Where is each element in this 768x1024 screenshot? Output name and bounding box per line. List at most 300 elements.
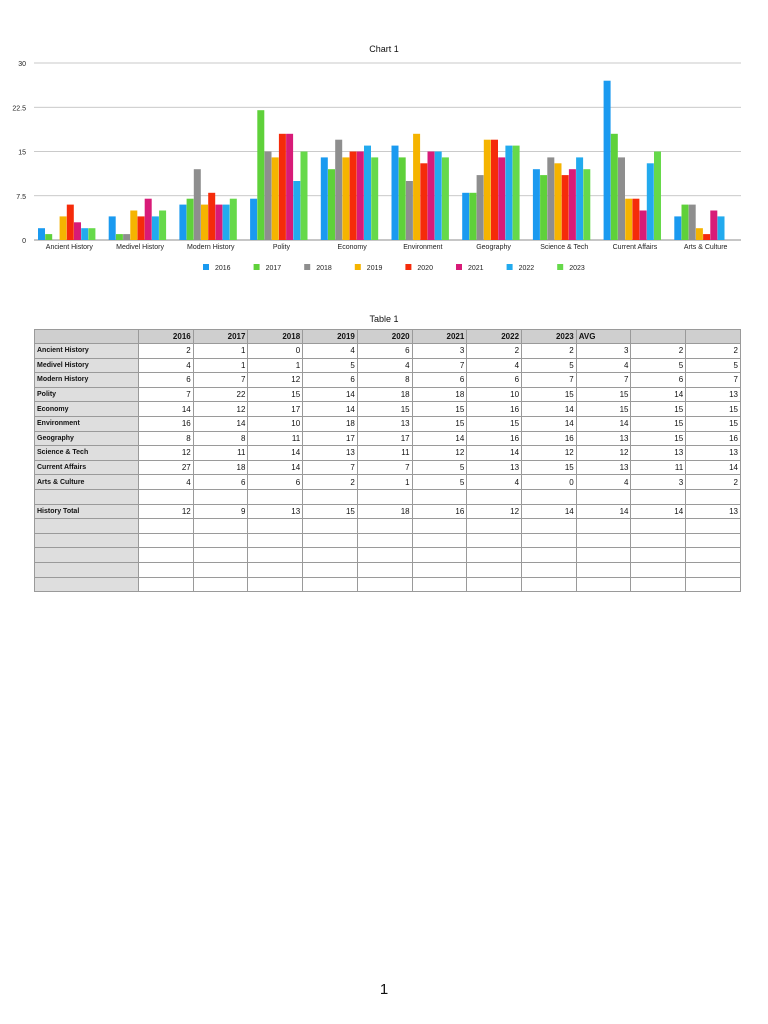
table-cell: 7: [193, 373, 248, 388]
bar: [257, 110, 264, 240]
table-cell: 6: [467, 373, 522, 388]
legend-label: 2018: [316, 265, 332, 272]
legend-label: 2017: [265, 265, 282, 272]
bar: [399, 157, 406, 240]
x-tick-label: Polity: [272, 244, 291, 251]
table-cell: 15: [467, 416, 522, 431]
table-cell: [467, 489, 522, 504]
bar: [350, 152, 357, 241]
table-cell: [248, 548, 303, 563]
table-cell: 2: [303, 475, 358, 490]
bar: [187, 199, 194, 240]
row-label: Polity: [35, 387, 139, 402]
bar: [555, 163, 562, 240]
table-cell: 17: [357, 431, 412, 446]
table-cell: 12: [193, 402, 248, 417]
row-label: [35, 548, 139, 563]
y-tick-label: 15: [18, 149, 26, 157]
x-tick-label: Medivel History: [116, 244, 164, 251]
table-cell: [412, 577, 467, 592]
bar: [321, 157, 328, 240]
column-header: 2019: [303, 330, 358, 344]
table-row: [35, 475, 741, 490]
table-cell: 5: [412, 475, 467, 490]
legend-swatch: [557, 264, 563, 270]
row-label: History Total: [35, 504, 139, 519]
table-cell: 3: [631, 475, 686, 490]
table-cell: 11: [631, 460, 686, 475]
table-cell: 6: [303, 373, 358, 388]
table-cell: [522, 577, 577, 592]
table-cell: [139, 533, 194, 548]
bar: [583, 169, 590, 240]
bar: [428, 152, 435, 241]
table-cell: [193, 519, 248, 534]
legend-label: 2016: [215, 265, 231, 272]
table-cell: [193, 489, 248, 504]
table-cell: 14: [631, 387, 686, 402]
row-label: [35, 577, 139, 592]
table-cell: [139, 577, 194, 592]
table-cell: 13: [303, 446, 358, 461]
table-cell: 15: [522, 387, 577, 402]
table-cell: 12: [139, 504, 194, 519]
x-tick-label: Arts & Culture: [683, 244, 728, 251]
row-label: Environment: [35, 416, 139, 431]
table-cell: 15: [631, 431, 686, 446]
table-cell: [576, 577, 631, 592]
legend-swatch: [507, 264, 513, 270]
table-cell: [139, 489, 194, 504]
table-cell: 3: [412, 344, 467, 359]
legend-swatch: [304, 264, 310, 270]
table-cell: 0: [248, 344, 303, 359]
table-cell: [522, 519, 577, 534]
table-cell: [412, 562, 467, 577]
table-cell: 3: [576, 344, 631, 359]
y-tick-label: 22.5: [12, 105, 26, 113]
bar: [632, 199, 639, 240]
table-title: Table 1: [369, 314, 399, 324]
table-row: [35, 416, 741, 431]
table-row: [35, 460, 741, 475]
table-cell: 15: [576, 402, 631, 417]
table-cell: 6: [357, 344, 412, 359]
table-cell: 16: [412, 504, 467, 519]
table-cell: 2: [139, 344, 194, 359]
table-cell: [303, 489, 358, 504]
table-cell: 17: [248, 402, 303, 417]
bar: [342, 157, 349, 240]
column-header: 2017: [193, 330, 248, 344]
table-cell: 16: [522, 431, 577, 446]
bar: [442, 157, 449, 240]
table-cell: [686, 548, 741, 563]
table-cell: 15: [412, 416, 467, 431]
row-label: Economy: [35, 402, 139, 417]
bar: [286, 134, 293, 240]
table-cell: [193, 577, 248, 592]
table-cell: [522, 489, 577, 504]
column-header: 2018: [248, 330, 303, 344]
legend-label: 2021: [468, 265, 484, 272]
table-cell: [412, 548, 467, 563]
bar: [406, 181, 413, 240]
table-cell: 12: [522, 446, 577, 461]
table-cell: 14: [522, 402, 577, 417]
table-cell: 14: [576, 416, 631, 431]
table-cell: 6: [412, 373, 467, 388]
table-cell: [412, 489, 467, 504]
table-cell: 7: [139, 387, 194, 402]
bar: [328, 169, 335, 240]
table-cell: 4: [139, 358, 194, 373]
table-cell: 8: [193, 431, 248, 446]
table-row: [35, 577, 741, 592]
bar: [710, 211, 717, 241]
table-cell: 2: [631, 344, 686, 359]
table-cell: 15: [357, 402, 412, 417]
x-tick-label: Environment: [403, 244, 443, 251]
table-cell: 12: [412, 446, 467, 461]
table-cell: 14: [193, 416, 248, 431]
table-cell: [303, 533, 358, 548]
table-cell: 10: [248, 416, 303, 431]
bar: [435, 152, 442, 241]
bar: [357, 152, 364, 241]
bar: [130, 211, 137, 241]
table-cell: 14: [303, 387, 358, 402]
table-cell: [357, 577, 412, 592]
table-cell: 2: [467, 344, 522, 359]
row-label: Science & Tech: [35, 446, 139, 461]
bar: [576, 157, 583, 240]
table-cell: [193, 548, 248, 563]
table-row: [35, 431, 741, 446]
table-cell: [576, 489, 631, 504]
bar: [498, 157, 505, 240]
table-cell: 16: [467, 431, 522, 446]
table-cell: 14: [412, 431, 467, 446]
bar: [392, 146, 399, 240]
table-cell: [686, 533, 741, 548]
legend-label: 2022: [518, 265, 535, 272]
table-cell: 5: [522, 358, 577, 373]
bar: [420, 163, 427, 240]
x-tick-label: Geography: [476, 244, 511, 251]
table-cell: [467, 519, 522, 534]
bar: [462, 193, 469, 240]
table-cell: [686, 577, 741, 592]
table-cell: 15: [303, 504, 358, 519]
bar: [293, 181, 300, 240]
table-cell: [139, 562, 194, 577]
legend-swatch: [456, 264, 462, 270]
table-cell: 4: [467, 475, 522, 490]
bar: [272, 157, 279, 240]
table-cell: [686, 562, 741, 577]
table-cell: 8: [139, 431, 194, 446]
legend-swatch: [405, 264, 411, 270]
bar: [123, 234, 130, 240]
table-cell: [357, 533, 412, 548]
table-cell: [303, 548, 358, 563]
table-cell: 1: [357, 475, 412, 490]
bar: [562, 175, 569, 240]
legend-label: 2019: [366, 265, 383, 272]
table-cell: [576, 548, 631, 563]
table-row: [35, 519, 741, 534]
table-cell: 7: [522, 373, 577, 388]
table-cell: 15: [412, 402, 467, 417]
data-table: [34, 329, 741, 592]
bar: [654, 152, 661, 241]
bar-chart: [0, 0, 768, 300]
table-cell: 18: [303, 416, 358, 431]
legend-label: 2020: [417, 265, 433, 272]
table-cell: 13: [576, 460, 631, 475]
bar: [625, 199, 632, 240]
table-cell: 18: [357, 387, 412, 402]
table-cell: 14: [139, 402, 194, 417]
table-cell: 4: [139, 475, 194, 490]
table-cell: 13: [248, 504, 303, 519]
table-cell: 14: [631, 504, 686, 519]
column-header: 2020: [357, 330, 412, 344]
table-cell: 1: [193, 358, 248, 373]
bar: [513, 146, 520, 240]
bar: [109, 216, 116, 240]
table-cell: 7: [357, 460, 412, 475]
table-cell: [303, 562, 358, 577]
table-cell: [357, 489, 412, 504]
table-cell: [576, 519, 631, 534]
bar: [301, 152, 308, 241]
bar: [81, 228, 88, 240]
table-header-row: [35, 330, 741, 344]
table-cell: 12: [248, 373, 303, 388]
table-cell: 16: [467, 402, 522, 417]
table-cell: 18: [412, 387, 467, 402]
table-row: [35, 358, 741, 373]
table-cell: 13: [357, 416, 412, 431]
table-cell: 1: [193, 344, 248, 359]
table-cell: 14: [522, 416, 577, 431]
table-cell: [248, 519, 303, 534]
table-cell: 17: [303, 431, 358, 446]
table-cell: [467, 577, 522, 592]
bar: [696, 228, 703, 240]
table-cell: 13: [686, 387, 741, 402]
x-tick-label: Science & Tech: [540, 244, 589, 251]
table-row: [35, 373, 741, 388]
bar: [413, 134, 420, 240]
bar: [689, 205, 696, 240]
table-cell: 1: [248, 358, 303, 373]
bar: [45, 234, 52, 240]
table-cell: 14: [686, 460, 741, 475]
table-cell: 15: [248, 387, 303, 402]
row-label: Ancient History: [35, 344, 139, 359]
table-cell: 12: [139, 446, 194, 461]
x-tick-label: Modern History: [187, 244, 235, 251]
row-label: Modern History: [35, 373, 139, 388]
bar: [533, 169, 540, 240]
bar: [67, 205, 74, 240]
table-cell: 14: [248, 460, 303, 475]
bar: [60, 216, 67, 240]
table-cell: [467, 562, 522, 577]
table-cell: [193, 562, 248, 577]
table-cell: 13: [467, 460, 522, 475]
table-cell: [631, 519, 686, 534]
table-cell: 13: [631, 446, 686, 461]
table-row: [35, 344, 741, 359]
row-label: Current Affairs: [35, 460, 139, 475]
bar: [371, 157, 378, 240]
bar: [682, 205, 689, 240]
table-cell: 6: [248, 475, 303, 490]
table-cell: 11: [248, 431, 303, 446]
table-cell: [631, 548, 686, 563]
table-cell: [467, 548, 522, 563]
table-cell: 14: [303, 402, 358, 417]
column-header: AVG: [576, 330, 631, 344]
table-cell: [248, 489, 303, 504]
table-cell: [303, 577, 358, 592]
table-cell: 16: [139, 416, 194, 431]
table-cell: 4: [303, 344, 358, 359]
table-cell: 13: [576, 431, 631, 446]
legend-swatch: [355, 264, 361, 270]
bar: [265, 152, 272, 241]
bar: [547, 157, 554, 240]
table-cell: 14: [248, 446, 303, 461]
bar: [116, 234, 123, 240]
table-cell: 15: [631, 402, 686, 417]
table-cell: 2: [522, 344, 577, 359]
table-cell: 12: [467, 504, 522, 519]
bar: [604, 81, 611, 240]
table-cell: 15: [686, 402, 741, 417]
chart-title: Chart 1: [369, 44, 399, 54]
table-cell: 14: [467, 446, 522, 461]
bar: [38, 228, 45, 240]
bar: [215, 205, 222, 240]
table-cell: 0: [522, 475, 577, 490]
table-cell: 5: [631, 358, 686, 373]
table-cell: 9: [193, 504, 248, 519]
column-header: [631, 330, 686, 344]
row-label: Arts & Culture: [35, 475, 139, 490]
table-cell: 13: [686, 446, 741, 461]
table-cell: 15: [686, 416, 741, 431]
table-cell: 2: [686, 475, 741, 490]
table-cell: [139, 548, 194, 563]
table-cell: 5: [686, 358, 741, 373]
table-cell: [631, 533, 686, 548]
bar: [138, 216, 145, 240]
column-header: 2016: [139, 330, 194, 344]
table-cell: 2: [686, 344, 741, 359]
legend-swatch: [203, 264, 209, 270]
table-row: [35, 387, 741, 402]
table-cell: [248, 533, 303, 548]
y-tick-label: 0: [22, 238, 26, 245]
table-cell: 4: [357, 358, 412, 373]
table-cell: 7: [686, 373, 741, 388]
table-cell: [303, 519, 358, 534]
table-row: [35, 504, 741, 519]
row-label: [35, 533, 139, 548]
legend-label: 2023: [569, 265, 585, 272]
bar: [194, 169, 201, 240]
page-number: 1: [379, 981, 389, 998]
bar: [703, 234, 710, 240]
table-cell: 7: [576, 373, 631, 388]
table-cell: [522, 533, 577, 548]
table-cell: [357, 562, 412, 577]
bar: [611, 134, 618, 240]
row-label: [35, 489, 139, 504]
bar: [618, 157, 625, 240]
table-corner-cell: [35, 330, 139, 344]
x-tick-label: Current Affairs: [612, 244, 658, 251]
row-label: [35, 519, 139, 534]
table-cell: 18: [193, 460, 248, 475]
legend-swatch: [254, 264, 260, 270]
bar: [469, 193, 476, 240]
table-cell: 5: [412, 460, 467, 475]
bar: [674, 216, 681, 240]
table-cell: 12: [576, 446, 631, 461]
table-row: [35, 548, 741, 563]
table-cell: [412, 519, 467, 534]
bar: [208, 193, 215, 240]
bar: [88, 228, 95, 240]
row-label: Medivel History: [35, 358, 139, 373]
bar: [640, 211, 647, 241]
table-cell: [686, 489, 741, 504]
row-label: Geography: [35, 431, 139, 446]
bar: [145, 199, 152, 240]
table-cell: 15: [522, 460, 577, 475]
table-cell: [357, 519, 412, 534]
table-cell: [248, 577, 303, 592]
bar: [335, 140, 342, 240]
column-header: 2022: [467, 330, 522, 344]
table-cell: [139, 519, 194, 534]
table-cell: 4: [576, 475, 631, 490]
bar: [484, 140, 491, 240]
y-tick-label: 30: [18, 61, 26, 68]
table-cell: [412, 533, 467, 548]
table-cell: 4: [576, 358, 631, 373]
table-cell: [631, 562, 686, 577]
table-cell: 22: [193, 387, 248, 402]
table-cell: 8: [357, 373, 412, 388]
table-cell: [631, 489, 686, 504]
table-cell: [193, 533, 248, 548]
bar: [201, 205, 208, 240]
bar: [477, 175, 484, 240]
table-cell: 27: [139, 460, 194, 475]
table-cell: 11: [357, 446, 412, 461]
table-cell: [248, 562, 303, 577]
table-cell: 4: [467, 358, 522, 373]
bar: [250, 199, 257, 240]
table-cell: 11: [193, 446, 248, 461]
